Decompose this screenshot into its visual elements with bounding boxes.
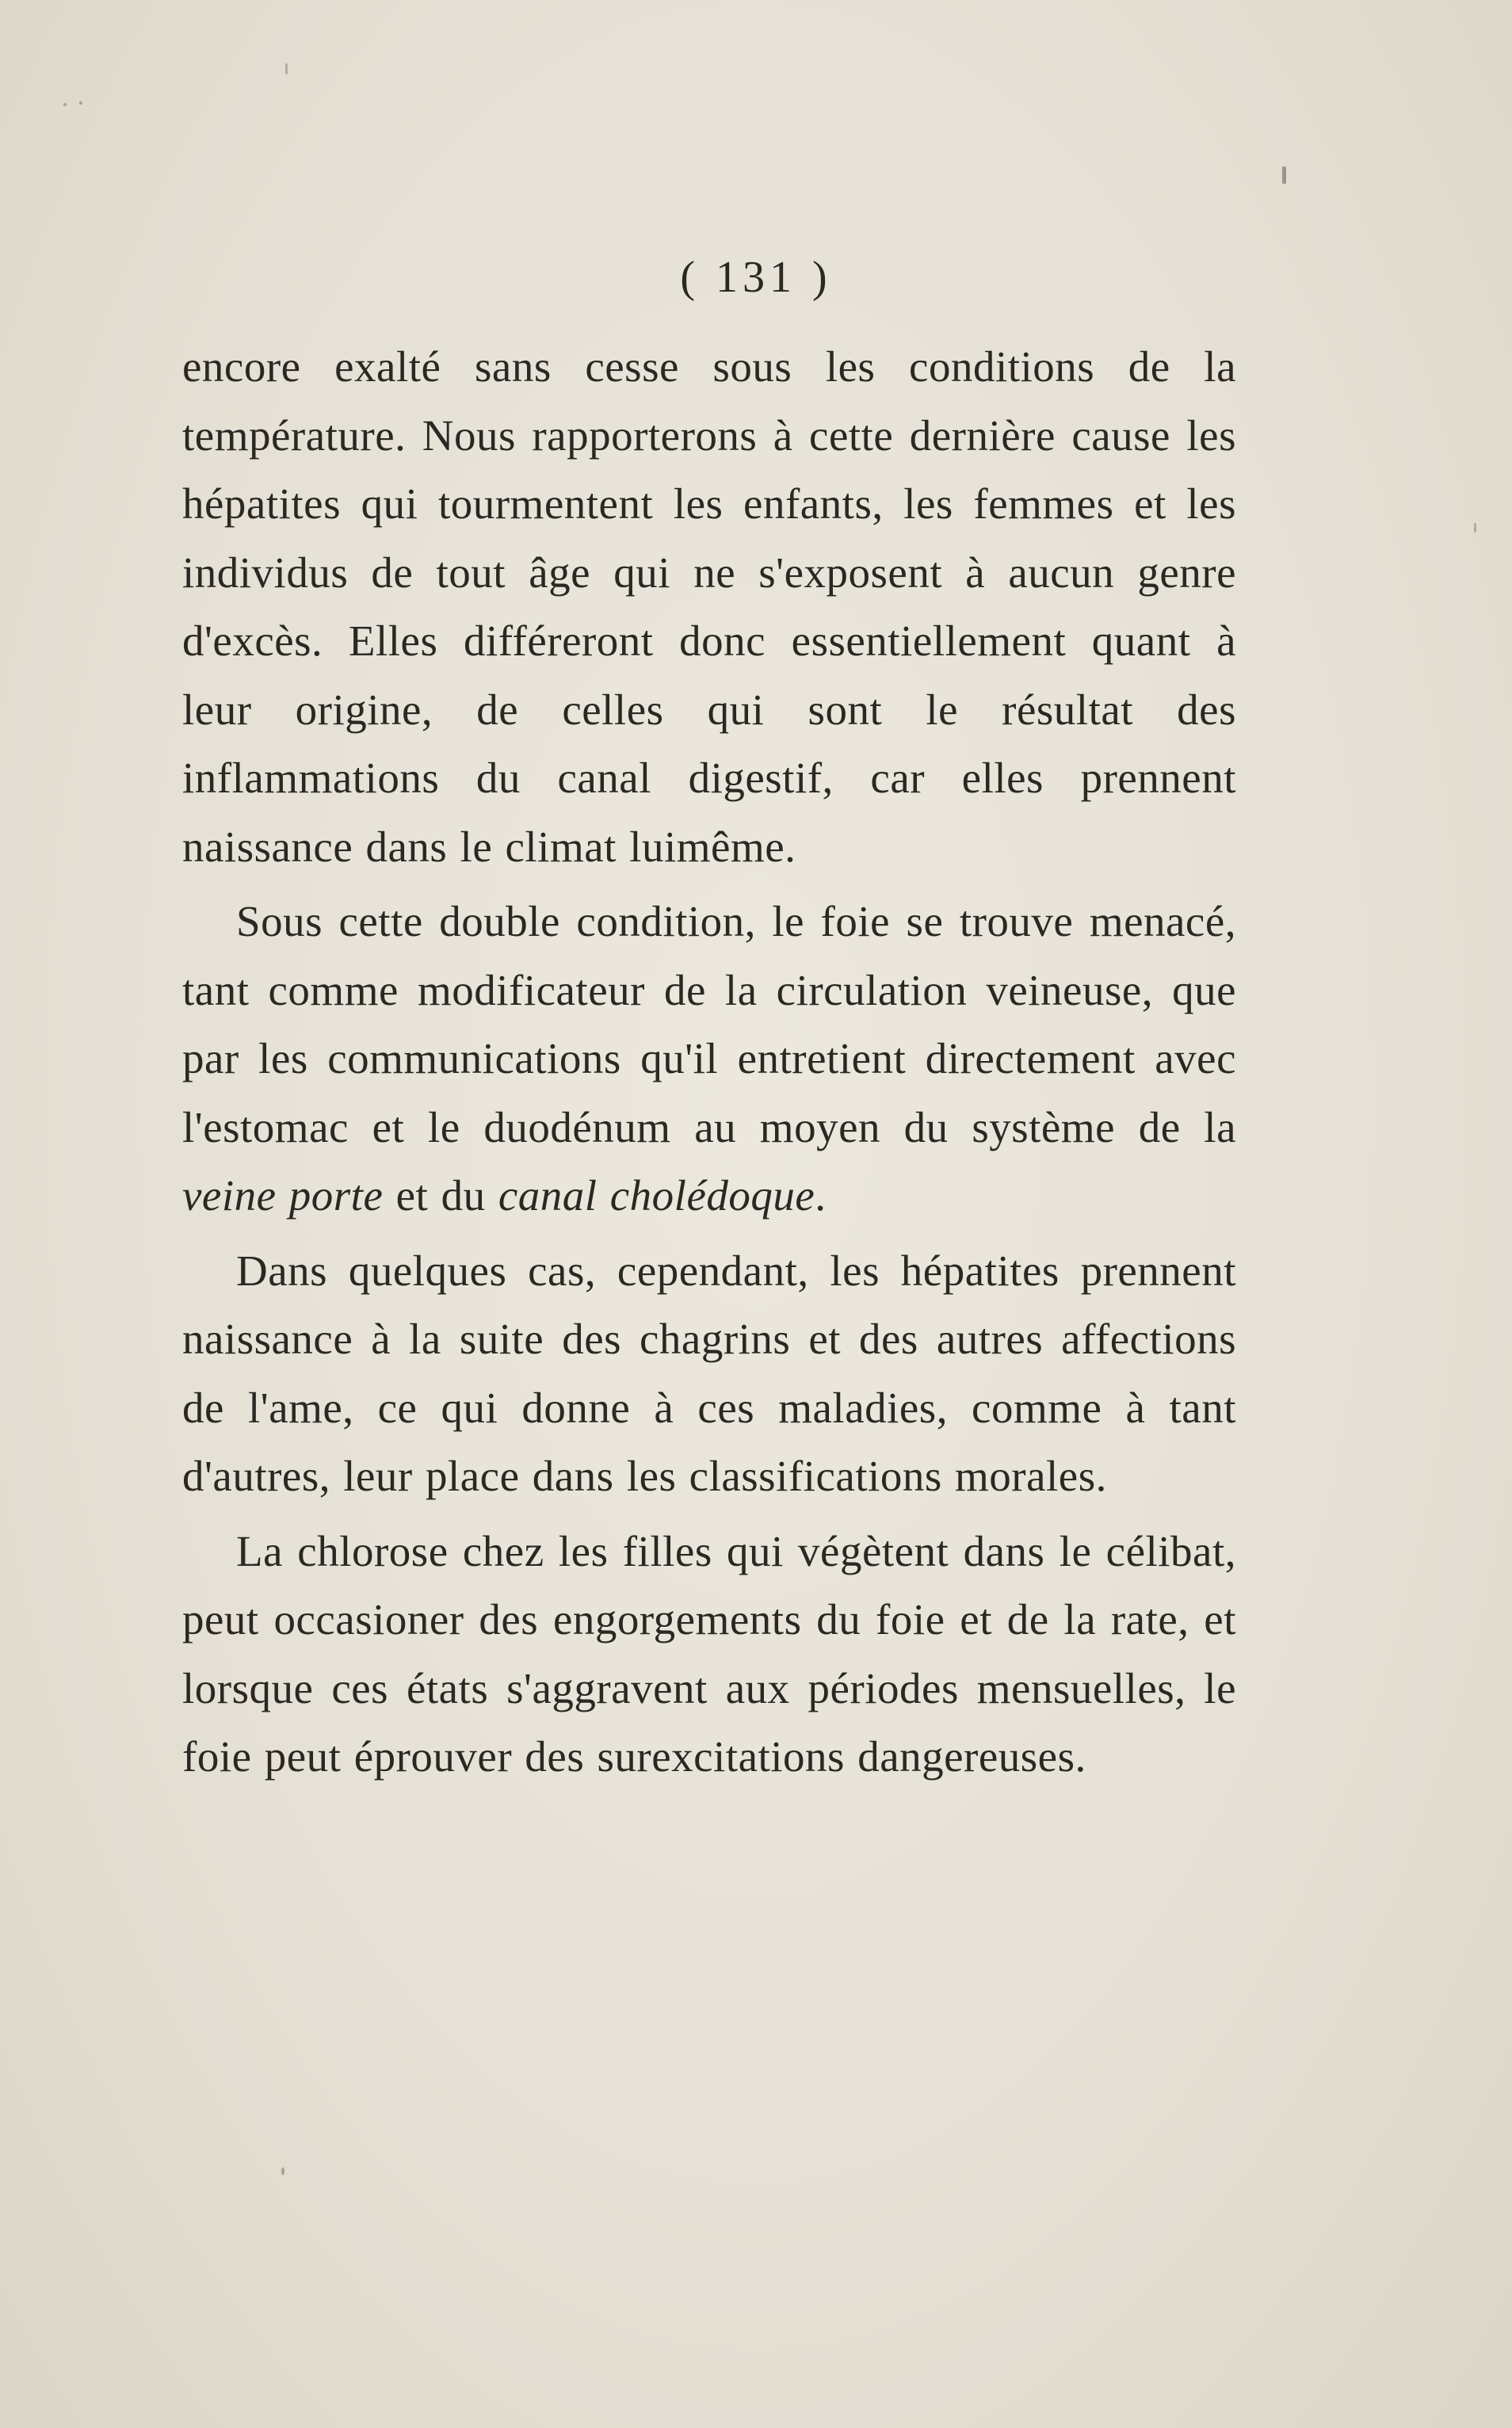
paragraph-text: Dans quelques cas, cependant, les hépatites prennent naissance à la suite des chagrins et des autres affections de l'ame, ce qui donne à ces maladies, comme à tant d'autres, leur place dans les classifications morales. xyxy=(182,1246,1236,1500)
paragraph-text: La chlorose chez les filles qui végètent dans le célibat, peut occasioner des engorgements du foie et de la rate, et lorsque ces états s'aggravent aux périodes mensuelles, le foie peut éprouver des surexcitations dangereuses. xyxy=(182,1526,1236,1781)
paragraph xyxy=(182,1518,1236,1792)
paragraph xyxy=(182,888,1236,1231)
page-number: ( 131 ) xyxy=(680,253,832,302)
body-text xyxy=(182,333,1236,1798)
italic-term: veine porte xyxy=(182,1171,384,1220)
paper-speck xyxy=(281,2167,284,2175)
paper-speck xyxy=(285,63,288,74)
paper-speck xyxy=(1474,523,1476,533)
paper-speck xyxy=(63,103,67,106)
paper-speck xyxy=(79,101,82,105)
paragraph xyxy=(182,1237,1236,1511)
paragraph-text: encore exalté sans cesse sous les conditions de la température. Nous rapporterons à cette dernière cause les hépatites qui tourmentent les enfants, les femmes et les individus de tout âge qui ne s'exposent à aucun genre d'excès. Elles différeront donc essentiellement quant à leur origine, de celles qui sont le résultat des inflammations du canal digestif, car elles prennent naissance dans le climat luimême. xyxy=(182,342,1236,871)
italic-term: canal cholédoque xyxy=(498,1171,815,1220)
paragraph-text: . xyxy=(815,1171,827,1220)
paper-speck xyxy=(1282,166,1286,184)
paragraph-text: et du xyxy=(383,1171,498,1220)
paragraph xyxy=(182,333,1236,881)
paragraph-text: Sous cette double condition, le foie se trouve menacé, tant comme modificateur de la circulation veineuse, que par les communications qu'il entretient directement avec l'estomac et le duodénum au moyen du système de la xyxy=(182,897,1236,1151)
